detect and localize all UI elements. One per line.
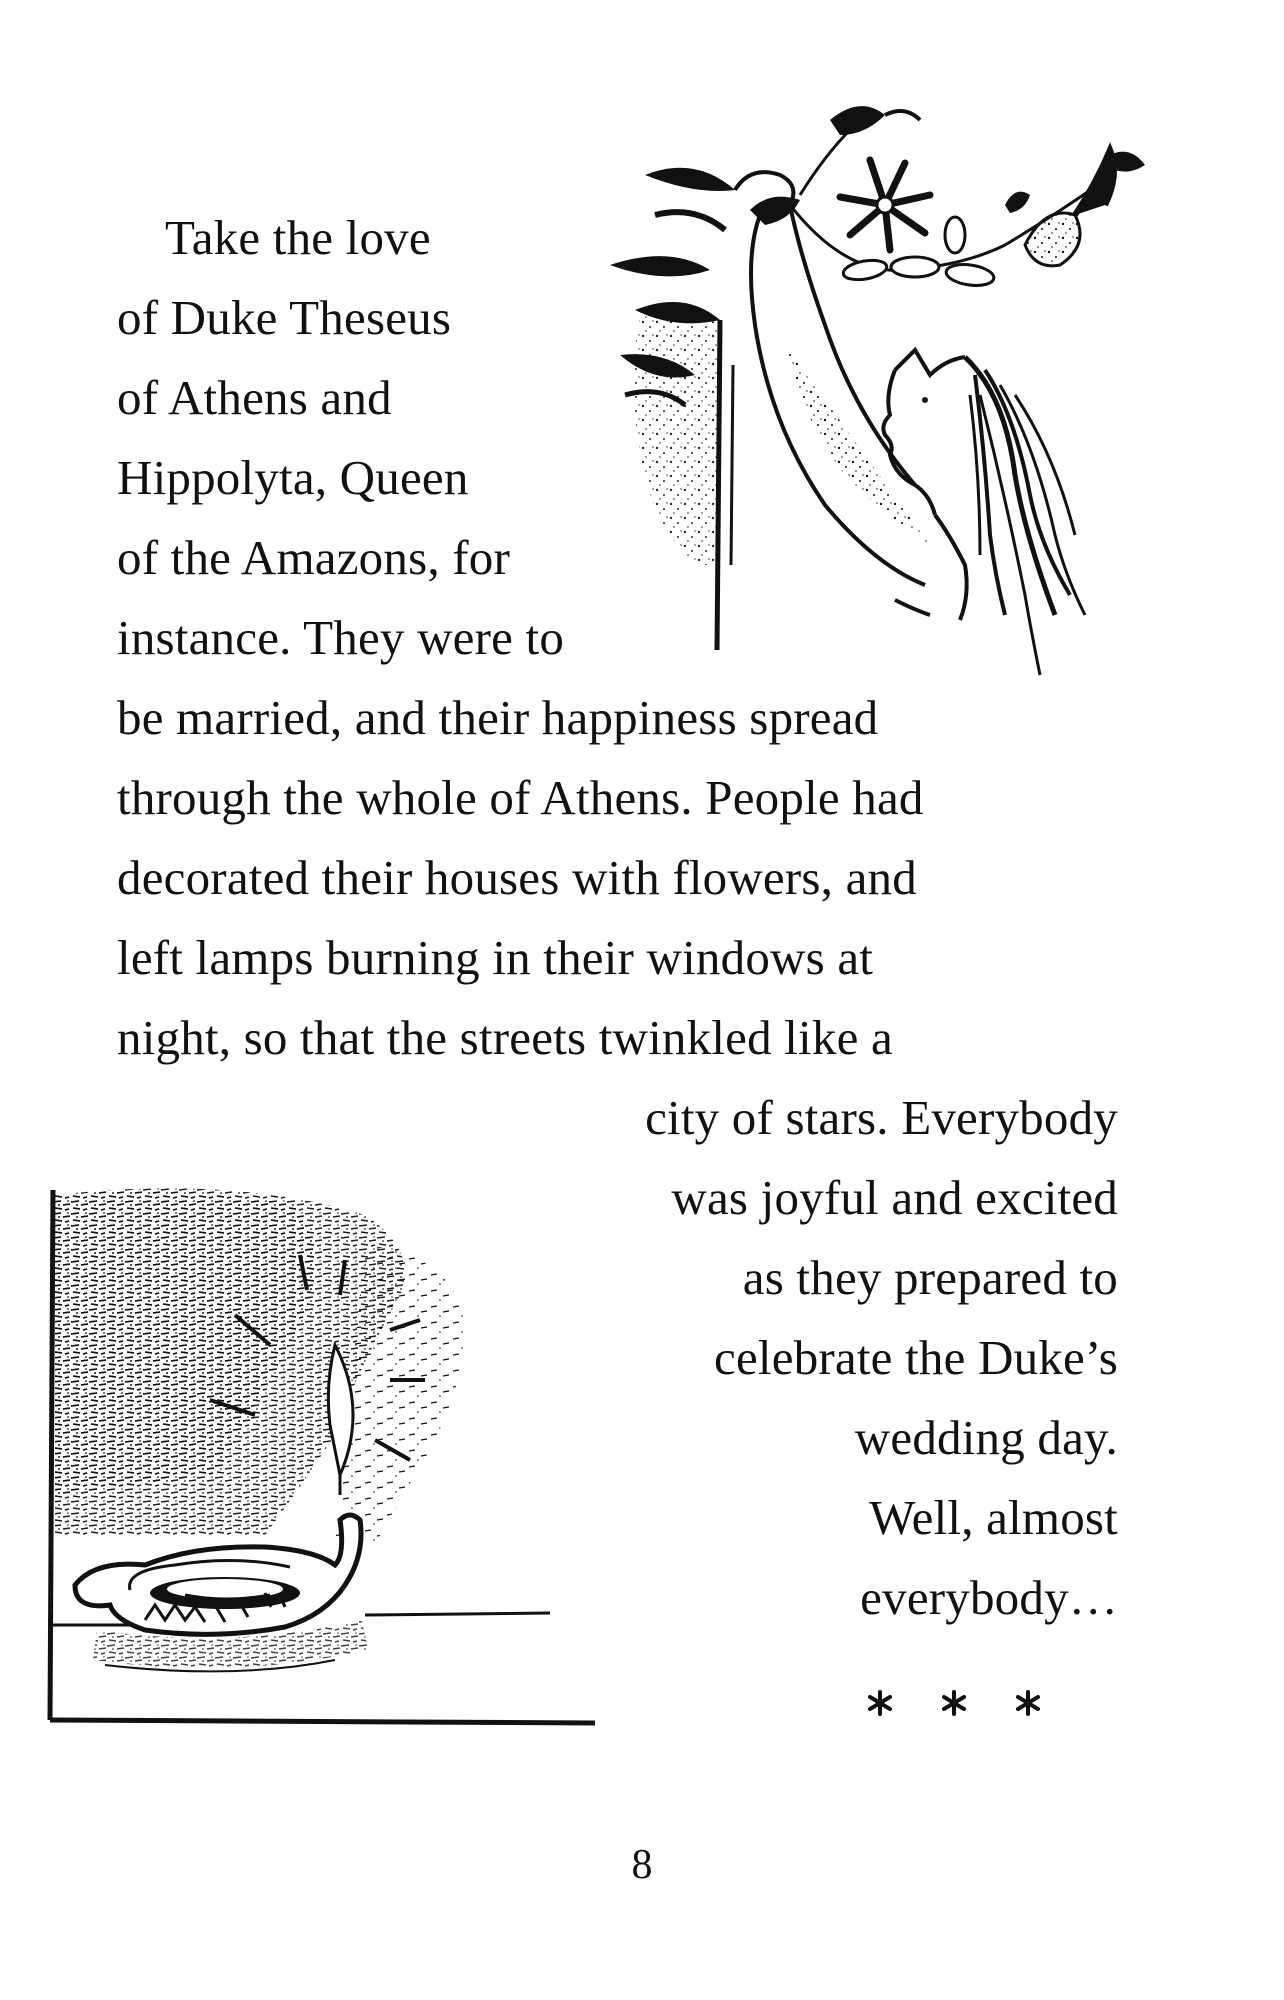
text-line-13: was joyful and excited [671,1170,1118,1225]
oil-lamp-illustration [35,1175,605,1730]
text-line-16: wedding day. [854,1410,1118,1465]
text-line-3: of Athens and [117,370,392,425]
text-line-6: instance. They were to [117,610,565,665]
text-line-10: left lamps burning in their windows at [117,930,874,985]
text-line-4: Hippolyta, Queen [117,450,469,505]
text-line-14: as they prepared to [742,1250,1118,1305]
page-number: 8 [631,1842,653,1888]
text-line-12: city of stars. Everybody [645,1090,1118,1145]
asterisk-divider-icon [858,1678,1068,1728]
text-line-8: through the whole of Athens. People had [117,770,924,825]
text-line-5: of the Amazons, for [117,530,510,585]
text-line-1: Take the love [165,210,431,265]
woman-hanging-flower-garland-illustration [585,95,1160,685]
text-line-15: celebrate the Duke’s [714,1330,1118,1385]
text-line-18: everybody… [860,1570,1118,1625]
text-line-9: decorated their houses with flowers, and [117,850,917,905]
text-line-7: be married, and their happiness spread [117,690,879,745]
text-line-17: Well, almost [869,1490,1118,1545]
text-line-2: of Duke Theseus [117,290,452,345]
text-line-11: night, so that the streets twinkled like a [117,1010,893,1065]
